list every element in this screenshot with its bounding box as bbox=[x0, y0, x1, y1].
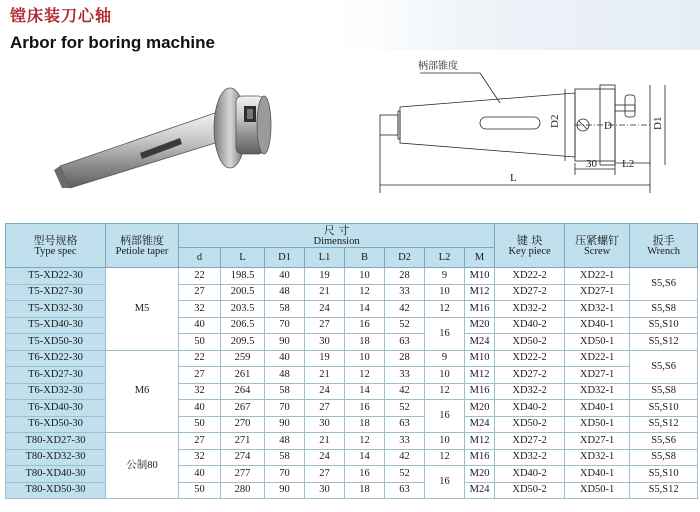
cell-wrench: S5,S12 bbox=[630, 482, 698, 499]
header-dimension: 尺 寸 Dimension bbox=[179, 224, 495, 248]
spec-cell: T5-XD40-30 bbox=[6, 317, 106, 334]
cell-screw: XD22-1 bbox=[565, 350, 630, 367]
subheader-l1: L1 bbox=[305, 248, 345, 268]
spec-cell: T80-XD40-30 bbox=[6, 466, 106, 483]
spec-cell: T80-XD27-30 bbox=[6, 433, 106, 450]
cell-d1: 58 bbox=[265, 301, 305, 318]
cell-l: 267 bbox=[221, 400, 265, 417]
cell-d2: 33 bbox=[385, 284, 425, 301]
spec-cell: T5-XD27-30 bbox=[6, 284, 106, 301]
cell-l1: 21 bbox=[305, 433, 345, 450]
cell-d1: 58 bbox=[265, 449, 305, 466]
cell-l2: 12 bbox=[425, 449, 465, 466]
cell-l: 270 bbox=[221, 416, 265, 433]
cell-l1: 27 bbox=[305, 466, 345, 483]
cell-l2: 10 bbox=[425, 284, 465, 301]
cell-wrench: S5,S10 bbox=[630, 466, 698, 483]
cell-l2: 10 bbox=[425, 433, 465, 450]
cell-key-piece: XD22-2 bbox=[495, 350, 565, 367]
cell-l: 261 bbox=[221, 367, 265, 384]
label-l: L bbox=[510, 172, 517, 184]
cell-key-piece: XD32-2 bbox=[495, 383, 565, 400]
label-d1: D1 bbox=[652, 116, 664, 130]
cell-l: 280 bbox=[221, 482, 265, 499]
cell-d1: 48 bbox=[265, 284, 305, 301]
cell-d: 40 bbox=[179, 317, 221, 334]
cell-d2: 33 bbox=[385, 433, 425, 450]
subheader-d2: D2 bbox=[385, 248, 425, 268]
spec-cell: T5-XD22-30 bbox=[6, 268, 106, 285]
table-row bbox=[6, 268, 698, 285]
cell-l1: 21 bbox=[305, 284, 345, 301]
cell-wrench: S5,S8 bbox=[630, 301, 698, 318]
cell-d1: 58 bbox=[265, 383, 305, 400]
cell-wrench: S5,S12 bbox=[630, 334, 698, 351]
cell-screw: XD40-1 bbox=[565, 466, 630, 483]
cell-screw: XD50-1 bbox=[565, 334, 630, 351]
cell-m: M10 bbox=[465, 268, 495, 285]
cell-d2: 28 bbox=[385, 350, 425, 367]
cell-screw: XD32-1 bbox=[565, 383, 630, 400]
cell-l1: 24 bbox=[305, 449, 345, 466]
taper-cell: M5 bbox=[106, 268, 179, 351]
cell-d2: 42 bbox=[385, 301, 425, 318]
cell-l: 206.5 bbox=[221, 317, 265, 334]
subheader-l2: L2 bbox=[425, 248, 465, 268]
cell-wrench: S5,S10 bbox=[630, 400, 698, 417]
cell-screw: XD27-1 bbox=[565, 284, 630, 301]
cell-key-piece: XD40-2 bbox=[495, 400, 565, 417]
cell-d: 40 bbox=[179, 466, 221, 483]
cell-d2: 42 bbox=[385, 449, 425, 466]
cell-l2: 9 bbox=[425, 268, 465, 285]
spec-cell: T5-XD32-30 bbox=[6, 301, 106, 318]
subheader-m: M bbox=[465, 248, 495, 268]
cell-m: M12 bbox=[465, 367, 495, 384]
cell-key-piece: XD50-2 bbox=[495, 334, 565, 351]
cell-d2: 28 bbox=[385, 268, 425, 285]
label-d: D bbox=[604, 120, 612, 132]
cell-d: 27 bbox=[179, 284, 221, 301]
cell-d1: 40 bbox=[265, 350, 305, 367]
cell-d2: 52 bbox=[385, 400, 425, 417]
cell-l: 200.5 bbox=[221, 284, 265, 301]
table-row bbox=[6, 350, 698, 367]
cell-m: M12 bbox=[465, 284, 495, 301]
cell-l: 264 bbox=[221, 383, 265, 400]
cell-d2: 42 bbox=[385, 383, 425, 400]
cell-wrench: S5,S8 bbox=[630, 449, 698, 466]
cell-wrench: S5,S10 bbox=[630, 317, 698, 334]
spec-cell: T80-XD32-30 bbox=[6, 449, 106, 466]
subheader-l: L bbox=[221, 248, 265, 268]
cell-key-piece: XD50-2 bbox=[495, 482, 565, 499]
cell-b: 18 bbox=[345, 416, 385, 433]
cell-screw: XD32-1 bbox=[565, 449, 630, 466]
cell-d1: 90 bbox=[265, 334, 305, 351]
taper-label: 柄部锥度 bbox=[418, 61, 458, 72]
spec-table bbox=[5, 223, 698, 499]
label-l2: L2 bbox=[622, 158, 635, 170]
cell-key-piece: XD40-2 bbox=[495, 317, 565, 334]
cell-l: 259 bbox=[221, 350, 265, 367]
cell-key-piece: XD32-2 bbox=[495, 449, 565, 466]
cell-l2: 16 bbox=[425, 466, 465, 499]
cell-l2: 9 bbox=[425, 350, 465, 367]
spec-cell: T6-XD50-30 bbox=[6, 416, 106, 433]
cell-m: M24 bbox=[465, 482, 495, 499]
cell-wrench: S5,S6 bbox=[630, 350, 698, 383]
cell-l2: 12 bbox=[425, 383, 465, 400]
cell-l: 198.5 bbox=[221, 268, 265, 285]
cell-key-piece: XD32-2 bbox=[495, 301, 565, 318]
cell-d1: 40 bbox=[265, 268, 305, 285]
cell-d1: 90 bbox=[265, 416, 305, 433]
cell-b: 14 bbox=[345, 301, 385, 318]
cell-l2: 12 bbox=[425, 301, 465, 318]
spec-cell: T6-XD27-30 bbox=[6, 367, 106, 384]
cell-d: 27 bbox=[179, 367, 221, 384]
cell-m: M16 bbox=[465, 449, 495, 466]
cell-key-piece: XD22-2 bbox=[495, 268, 565, 285]
cell-key-piece: XD40-2 bbox=[495, 466, 565, 483]
cell-wrench: S5,S6 bbox=[630, 433, 698, 450]
cell-screw: XD22-1 bbox=[565, 268, 630, 285]
cell-d2: 52 bbox=[385, 466, 425, 483]
cell-l1: 30 bbox=[305, 482, 345, 499]
cell-b: 18 bbox=[345, 334, 385, 351]
cell-wrench: S5,S6 bbox=[630, 268, 698, 301]
cell-l: 203.5 bbox=[221, 301, 265, 318]
cell-screw: XD27-1 bbox=[565, 367, 630, 384]
cell-d: 32 bbox=[179, 383, 221, 400]
cell-d1: 48 bbox=[265, 433, 305, 450]
spec-cell: T80-XD50-30 bbox=[6, 482, 106, 499]
cell-b: 12 bbox=[345, 284, 385, 301]
cell-screw: XD27-1 bbox=[565, 433, 630, 450]
label-30: 30 bbox=[586, 158, 597, 170]
cell-l1: 19 bbox=[305, 268, 345, 285]
cell-l1: 21 bbox=[305, 367, 345, 384]
header-key-piece: 键 块 Key piece bbox=[495, 224, 565, 268]
cell-d: 50 bbox=[179, 482, 221, 499]
cell-m: M12 bbox=[465, 433, 495, 450]
cell-l1: 24 bbox=[305, 301, 345, 318]
cell-d1: 70 bbox=[265, 466, 305, 483]
spec-cell: T6-XD40-30 bbox=[6, 400, 106, 417]
cell-l: 271 bbox=[221, 433, 265, 450]
spec-cell: T6-XD22-30 bbox=[6, 350, 106, 367]
cell-d1: 90 bbox=[265, 482, 305, 499]
cell-screw: XD50-1 bbox=[565, 416, 630, 433]
cell-key-piece: XD27-2 bbox=[495, 284, 565, 301]
spec-cell: T5-XD50-30 bbox=[6, 334, 106, 351]
spec-cell: T6-XD32-30 bbox=[6, 383, 106, 400]
cell-l1: 30 bbox=[305, 334, 345, 351]
cell-b: 14 bbox=[345, 449, 385, 466]
cell-d: 32 bbox=[179, 301, 221, 318]
cell-b: 10 bbox=[345, 350, 385, 367]
cell-b: 12 bbox=[345, 433, 385, 450]
cell-m: M16 bbox=[465, 301, 495, 318]
cell-wrench: S5,S12 bbox=[630, 416, 698, 433]
cell-d2: 52 bbox=[385, 317, 425, 334]
cell-m: M20 bbox=[465, 317, 495, 334]
subheader-b: B bbox=[345, 248, 385, 268]
cell-b: 12 bbox=[345, 367, 385, 384]
cell-l: 277 bbox=[221, 466, 265, 483]
cell-d: 22 bbox=[179, 268, 221, 285]
cell-l2: 16 bbox=[425, 400, 465, 433]
cell-m: M10 bbox=[465, 350, 495, 367]
cell-d1: 48 bbox=[265, 367, 305, 384]
cell-m: M24 bbox=[465, 334, 495, 351]
technical-drawing bbox=[360, 55, 680, 205]
cell-d2: 63 bbox=[385, 416, 425, 433]
subheader-d1: D1 bbox=[265, 248, 305, 268]
cell-l1: 24 bbox=[305, 383, 345, 400]
cell-l2: 16 bbox=[425, 317, 465, 350]
table-row bbox=[6, 433, 698, 450]
cell-b: 14 bbox=[345, 383, 385, 400]
cell-m: M16 bbox=[465, 383, 495, 400]
cell-l1: 27 bbox=[305, 400, 345, 417]
header-type-spec: 型号规格 Type spec bbox=[6, 224, 106, 268]
taper-cell: M6 bbox=[106, 350, 179, 433]
cell-l2: 10 bbox=[425, 367, 465, 384]
cell-screw: XD32-1 bbox=[565, 301, 630, 318]
cell-d: 40 bbox=[179, 400, 221, 417]
header-taper: 柄部锥度 Petiole taper bbox=[106, 224, 179, 268]
cell-d2: 63 bbox=[385, 334, 425, 351]
cell-l: 274 bbox=[221, 449, 265, 466]
cell-l1: 27 bbox=[305, 317, 345, 334]
cell-d: 50 bbox=[179, 334, 221, 351]
cell-screw: XD50-1 bbox=[565, 482, 630, 499]
cell-m: M20 bbox=[465, 466, 495, 483]
cell-d2: 33 bbox=[385, 367, 425, 384]
cell-m: M20 bbox=[465, 400, 495, 417]
cell-m: M24 bbox=[465, 416, 495, 433]
cell-wrench: S5,S8 bbox=[630, 383, 698, 400]
cell-key-piece: XD27-2 bbox=[495, 367, 565, 384]
arbor-product-image bbox=[50, 58, 280, 208]
cell-screw: XD40-1 bbox=[565, 400, 630, 417]
cell-b: 16 bbox=[345, 400, 385, 417]
cell-d2: 63 bbox=[385, 482, 425, 499]
cell-l1: 30 bbox=[305, 416, 345, 433]
cell-d: 32 bbox=[179, 449, 221, 466]
label-d2: D2 bbox=[549, 114, 561, 128]
page-title-english: Arbor for boring machine bbox=[10, 33, 215, 52]
cell-b: 10 bbox=[345, 268, 385, 285]
cell-d1: 70 bbox=[265, 400, 305, 417]
cell-l: 209.5 bbox=[221, 334, 265, 351]
cell-b: 16 bbox=[345, 317, 385, 334]
cell-key-piece: XD27-2 bbox=[495, 433, 565, 450]
cell-l1: 19 bbox=[305, 350, 345, 367]
cell-d: 27 bbox=[179, 433, 221, 450]
header-decoration bbox=[340, 0, 700, 50]
header-wrench: 扳手 Wrench bbox=[630, 224, 698, 268]
header-screw: 压紧螺钉 Screw bbox=[565, 224, 630, 268]
cell-d: 50 bbox=[179, 416, 221, 433]
cell-screw: XD40-1 bbox=[565, 317, 630, 334]
cell-key-piece: XD50-2 bbox=[495, 416, 565, 433]
subheader-d: d bbox=[179, 248, 221, 268]
cell-b: 16 bbox=[345, 466, 385, 483]
taper-cell: 公制80 bbox=[106, 433, 179, 499]
cell-b: 18 bbox=[345, 482, 385, 499]
page-title-chinese: 镗床装刀心轴 bbox=[10, 6, 113, 25]
cell-d1: 70 bbox=[265, 317, 305, 334]
cell-d: 22 bbox=[179, 350, 221, 367]
